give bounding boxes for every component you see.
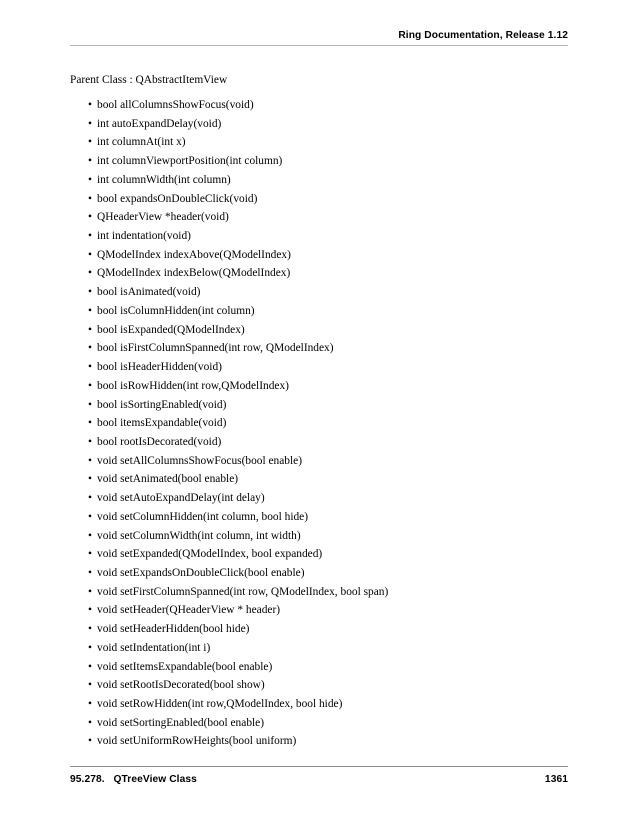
bullet-icon: • [88,698,92,710]
method-signature: void setHeader(QHeaderView * header) [97,604,281,617]
method-signature: int autoExpandDelay(void) [97,117,222,130]
method-signature: void setExpanded(QModelIndex, bool expanded) [97,548,323,561]
bullet-icon: • [88,286,92,299]
method-list-item [70,641,568,660]
bullet-icon: • [88,117,92,130]
method-signature: bool expandsOnDoubleClick(void) [97,192,258,205]
bullet-icon: • [88,342,92,355]
method-list-item [70,660,568,679]
method-signature: int columnViewportPosition(int column) [97,155,283,168]
method-list-item [70,229,568,248]
method-signature: bool isExpanded(QModelIndex) [97,323,245,336]
method-signature: void setFirstColumnSpanned(int row, QModelIndex, bool span) [97,585,389,598]
method-signature: int indentation(void) [97,230,191,243]
method-signature: void setColumnWidth(int column, int width) [97,529,301,542]
method-signature: bool isSortingEnabled(void) [97,398,227,411]
method-list-item [70,210,568,229]
bullet-icon: • [88,548,92,561]
bullet-icon: • [88,510,92,523]
method-list-item [70,154,568,173]
bullet-icon: • [88,623,92,636]
bullet-icon: • [88,379,92,392]
bullet-icon: • [88,211,92,224]
running-header [70,30,568,46]
method-signature: bool isAnimated(void) [97,286,201,299]
method-list-item [70,734,568,753]
bullet-icon: • [88,417,92,430]
bullet-icon: • [88,323,92,336]
bullet-icon: • [88,267,92,280]
method-list-item [70,697,568,716]
method-signature: QHeaderView *header(void) [97,211,229,224]
method-signature: QModelIndex indexAbove(QModelIndex) [97,248,291,261]
method-list-item [70,472,568,491]
bullet-icon: • [88,604,92,617]
bullet-icon: • [88,435,92,448]
method-signature: void setAutoExpandDelay(int delay) [97,492,265,505]
bullet-icon: • [88,716,92,729]
method-list-item [70,622,568,641]
bullet-icon: • [88,679,92,692]
bullet-icon: • [88,566,92,579]
bullet-icon: • [88,155,92,168]
method-signature: void setItemsExpandable(bool enable) [97,660,273,673]
method-list [70,98,568,753]
bullet-icon: • [88,492,92,505]
bullet-icon: • [88,660,92,673]
method-list-item [70,491,568,510]
bullet-icon: • [88,454,92,467]
method-signature: void setUniformRowHeights(bool uniform) [97,735,297,748]
method-list-item [70,266,568,285]
method-list-item [70,248,568,267]
method-list-item [70,135,568,154]
footer-section-label: 95.278. QTreeView Class [70,774,197,785]
parent-class-line: Parent Class : QAbstractItemView [70,74,228,86]
bullet-icon: • [88,529,92,542]
method-signature: bool isRowHidden(int row,QModelIndex) [97,379,289,392]
method-list-item [70,510,568,529]
method-list-item [70,341,568,360]
bullet-icon: • [88,136,92,149]
method-list-item [70,566,568,585]
method-list-item [70,360,568,379]
method-list-item [70,416,568,435]
method-signature: bool isHeaderHidden(void) [97,361,222,374]
method-signature: void setRootIsDecorated(bool show) [97,679,265,692]
method-signature: bool isFirstColumnSpanned(int row, QModelIndex) [97,342,334,355]
method-list-item [70,603,568,622]
method-signature: bool allColumnsShowFocus(void) [97,99,254,111]
page-number: 1361 [544,774,568,785]
method-list-item [70,323,568,342]
method-signature: void setColumnHidden(int column, bool hide) [97,510,309,523]
bullet-icon: • [88,192,92,205]
method-list-item [70,285,568,304]
method-list-item [70,304,568,323]
method-signature: void setAnimated(bool enable) [97,473,239,486]
document-title: Ring Documentation, Release 1.12 [398,30,568,41]
method-list-item [70,585,568,604]
method-list-item [70,192,568,211]
bullet-icon: • [88,735,92,748]
method-list-item [70,529,568,548]
footer-divider [70,766,568,767]
method-list-item [70,379,568,398]
method-signature: void setSortingEnabled(bool enable) [97,716,265,729]
bullet-icon: • [88,173,92,186]
method-signature: void setExpandsOnDoubleClick(bool enable) [97,566,305,579]
method-signature: QModelIndex indexBelow(QModelIndex) [97,267,291,280]
bullet-icon: • [88,99,92,111]
bullet-icon: • [88,398,92,411]
method-signature: void setRowHidden(int row,QModelIndex, bool hide) [97,698,343,710]
header-divider [70,45,568,46]
method-list-item [70,716,568,735]
method-signature: void setIndentation(int i) [97,641,211,654]
method-list-item [70,398,568,417]
method-list-item [70,454,568,473]
bullet-icon: • [88,585,92,598]
method-signature: bool itemsExpandable(void) [97,417,227,430]
page-content [70,73,568,753]
method-signature: int columnAt(int x) [97,136,186,149]
method-list-item [70,98,568,117]
bullet-icon: • [88,641,92,654]
bullet-icon: • [88,304,92,317]
method-list-item [70,117,568,136]
bullet-icon: • [88,473,92,486]
bullet-icon: • [88,248,92,261]
method-list-item [70,435,568,454]
method-signature: void setHeaderHidden(bool hide) [97,623,250,636]
method-signature: void setAllColumnsShowFocus(bool enable) [97,454,303,467]
running-footer [70,774,568,790]
bullet-icon: • [88,230,92,243]
bullet-icon: • [88,361,92,374]
method-list-item [70,678,568,697]
method-signature: bool rootIsDecorated(void) [97,435,222,448]
method-list-item [70,173,568,192]
method-signature: bool isColumnHidden(int column) [97,304,255,317]
method-signature: int columnWidth(int column) [97,173,231,186]
method-list-item [70,547,568,566]
